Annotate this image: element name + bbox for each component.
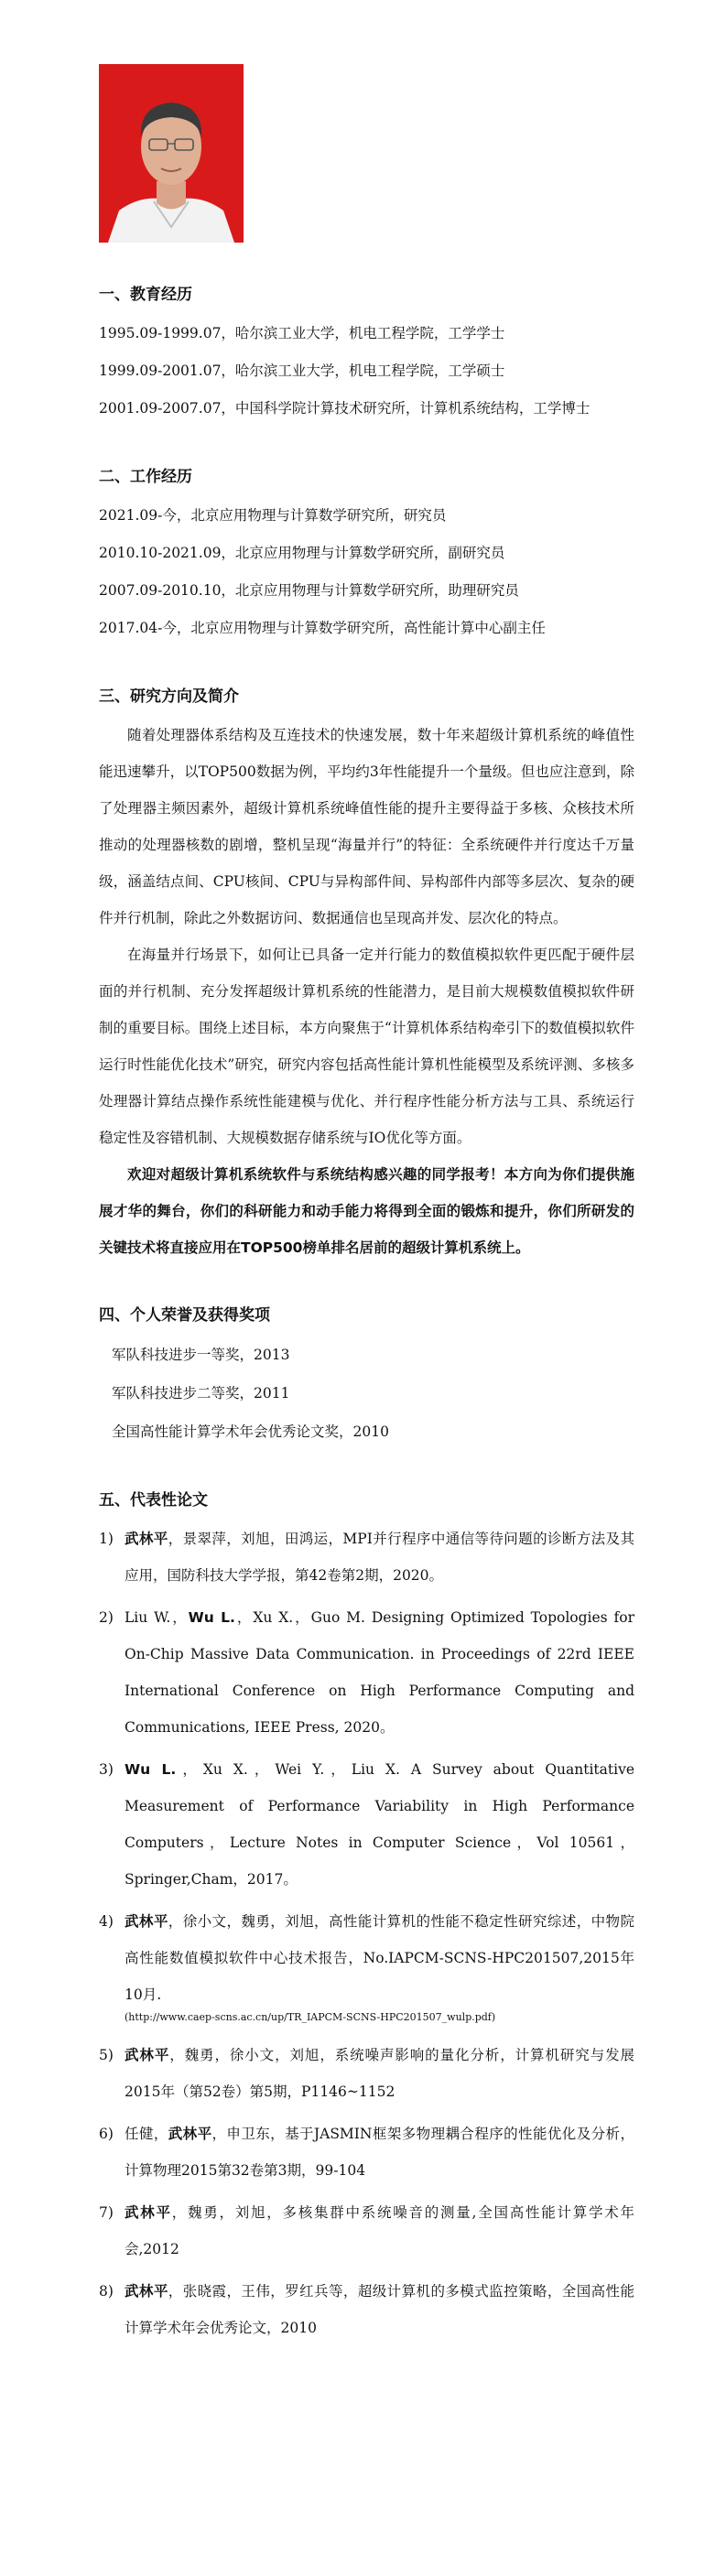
- papers-title: 五、代表性论文: [99, 1491, 208, 1510]
- work-section: [99, 466, 634, 647]
- paper-text: [125, 1751, 634, 1898]
- portrait-photo: [99, 64, 244, 243]
- paper-item: [99, 2037, 634, 2110]
- work-title: 二、工作经历: [99, 468, 192, 486]
- paper-author: 武林平: [125, 2204, 172, 2221]
- paper-text: [125, 1903, 634, 2031]
- paper-number: 6): [99, 2126, 114, 2142]
- paper-lead: Liu W.，: [125, 1609, 189, 1626]
- education-item: 1999.09-2001.07，哈尔滨工业大学，机电工程学院，工学硕士: [99, 363, 505, 379]
- paper-item: [99, 1521, 634, 1594]
- paper-text: [125, 1599, 634, 1746]
- paper-rest: ，魏勇，刘旭，多核集群中系统噪音的测量,全国高性能计算学术年会,2012: [125, 2204, 634, 2257]
- papers-section: [99, 1489, 634, 2346]
- paper-rest: ，张晓霞，王伟，罗红兵等，超级计算机的多模式监控策略，全国高性能计算学术年会优秀论文，2010: [125, 2283, 634, 2336]
- paper-text: [125, 1521, 634, 1594]
- paper-lead: 任健，: [125, 2126, 168, 2142]
- education-title: 一、教育经历: [99, 286, 192, 304]
- work-item: 2007.09-2010.10，北京应用物理与计算数学研究所，助理研究员: [99, 582, 519, 599]
- education-item: 1995.09-1999.07，哈尔滨工业大学，机电工程学院，工学学士: [99, 325, 505, 341]
- paper-rest: ，景翠萍，刘旭，田鸿运，MPI并行程序中通信等待问题的诊断方法及其应用，国防科技大学学报，第42卷第2期，2020。: [125, 1531, 634, 1584]
- paper-number: 5): [99, 2047, 114, 2063]
- education-section: [99, 284, 634, 428]
- research-title: 三、研究方向及简介: [99, 687, 239, 706]
- honor-item: 全国高性能计算学术年会优秀论文奖，2010: [112, 1423, 389, 1440]
- paper-text: [125, 2273, 634, 2346]
- honors-section: [99, 1304, 634, 1451]
- paper-rest: ，申卫东，基于JASMIN框架多物理耦合程序的性能优化及分析，计算物理2015第32卷第3期，99-104: [125, 2126, 634, 2179]
- recruitment-highlight: 欢迎对超级计算机系统软件与系统结构感兴趣的同学报考！本方向为你们提供施展才华的舞台，你们的科研能力和动手能力将得到全面的锻炼和提升，你们所研发的关键技术将直接应用在TOP500榜单排名居前的超级计算机系统上。: [99, 1166, 634, 1256]
- honor-item: 军队科技进步一等奖，2013: [112, 1347, 290, 1363]
- honors-title: 四、个人荣誉及获得奖项: [99, 1306, 270, 1325]
- paper-text: [125, 2037, 634, 2110]
- paper-rest: ，Xu X.，Guo M. Designing Optimized Topologies for On-Chip Massive Data Communication. in Proceedings of 22rd IEEE International Conference on High Performance Computing and Communications, IEEE Press, 2020。: [125, 1609, 634, 1736]
- paper-text: [125, 2194, 634, 2268]
- paper-author: 武林平: [125, 1913, 168, 1930]
- paper-author: Wu L.: [188, 1609, 235, 1626]
- paper-rest: ，徐小文，魏勇，刘旭，高性能计算机的性能不稳定性研究综述，中物院高性能数值模拟软件中心技术报告，No.IAPCM-SCNS-HPC201507,2015年10月.: [125, 1913, 634, 2003]
- work-item: 2021.09-今，北京应用物理与计算数学研究所，研究员: [99, 507, 447, 524]
- paper-item: [99, 1599, 634, 1746]
- work-item: 2017.04-今，北京应用物理与计算数学研究所，高性能计算中心副主任: [99, 620, 546, 636]
- honor-item: 军队科技进步二等奖，2011: [112, 1385, 290, 1402]
- paper-item: [99, 2116, 634, 2189]
- paper-author: Wu L.: [125, 1761, 177, 1778]
- paper-number: 8): [99, 2283, 114, 2300]
- paper-author: 武林平: [168, 2126, 212, 2142]
- research-paragraph: 随着处理器体系结构及互连技术的快速发展，数十年来超级计算机系统的峰值性能迅速攀升，以TOP500数据为例，平均约3年性能提升一个量级。但也应注意到，除了处理器主频因素外，超级计算机系统峰值性能的提升主要得益于多核、众核技术所推动的处理器核数的剧增，整机呈现“海量并行”的特征：全系统硬件并行度达千万量级，涵盖结点间、CPU核间、CPU与异构部件间、异构部件内部等多层次、复杂的硬件并行机制，除此之外数据访问、数据通信也呈现高并发、层次化的特点。: [99, 727, 634, 926]
- paper-number: 1): [99, 1531, 114, 1547]
- paper-number: 3): [99, 1761, 114, 1778]
- paper-item: [99, 1751, 634, 1898]
- research-paragraph: 在海量并行场景下，如何让已具备一定并行能力的数值模拟软件更匹配于硬件层面的并行机制、充分发挥超级计算机系统的性能潜力，是目前大规模数值模拟软件研制的重要目标。围绕上述目标，本方向聚焦于“计算机体系结构牵引下的数值模拟软件运行时性能优化技术”研究，研究内容包括高性能计算机性能模型及系统评测、多核多处理器计算结点操作系统性能建模与优化、并行程序性能分析方法与工具、系统运行稳定性及容错机制、大规模数据存储系统与IO优化等方面。: [99, 947, 634, 1146]
- paper-number: 2): [99, 1609, 114, 1626]
- paper-url-link[interactable]: (http://www.caep-scns.ac.cn/up/TR_IAPCM-SCNS-HPC201507_wulp.pdf): [125, 2011, 496, 2023]
- paper-item: [99, 2194, 634, 2268]
- education-item: 2001.09-2007.07，中国科学院计算技术研究所，计算机系统结构，工学博士: [99, 400, 591, 417]
- paper-item: [99, 2273, 634, 2346]
- paper-rest: ，Xu X.，Wei Y.，Liu X. A Survey about Quantitative Measurement of Performance Variability in High Performance Computers，Lecture Notes in Computer Science，Vol 10561，Springer,Cham，2017。: [125, 1761, 635, 1888]
- paper-author: 武林平: [125, 1531, 168, 1547]
- paper-author: 武林平: [125, 2047, 170, 2063]
- research-section: [99, 686, 634, 1266]
- profile-content: [99, 284, 634, 2385]
- paper-text: [125, 2116, 634, 2189]
- paper-rest: ，魏勇，徐小文，刘旭，系统噪声影响的量化分析，计算机研究与发展2015年（第52卷）第5期，P1146~1152: [125, 2047, 634, 2100]
- work-item: 2010.10-2021.09，北京应用物理与计算数学研究所，副研究员: [99, 545, 505, 561]
- paper-author: 武林平: [125, 2283, 168, 2300]
- paper-number: 7): [99, 2204, 114, 2221]
- paper-item: [99, 1903, 634, 2031]
- paper-number: 4): [99, 1913, 114, 1930]
